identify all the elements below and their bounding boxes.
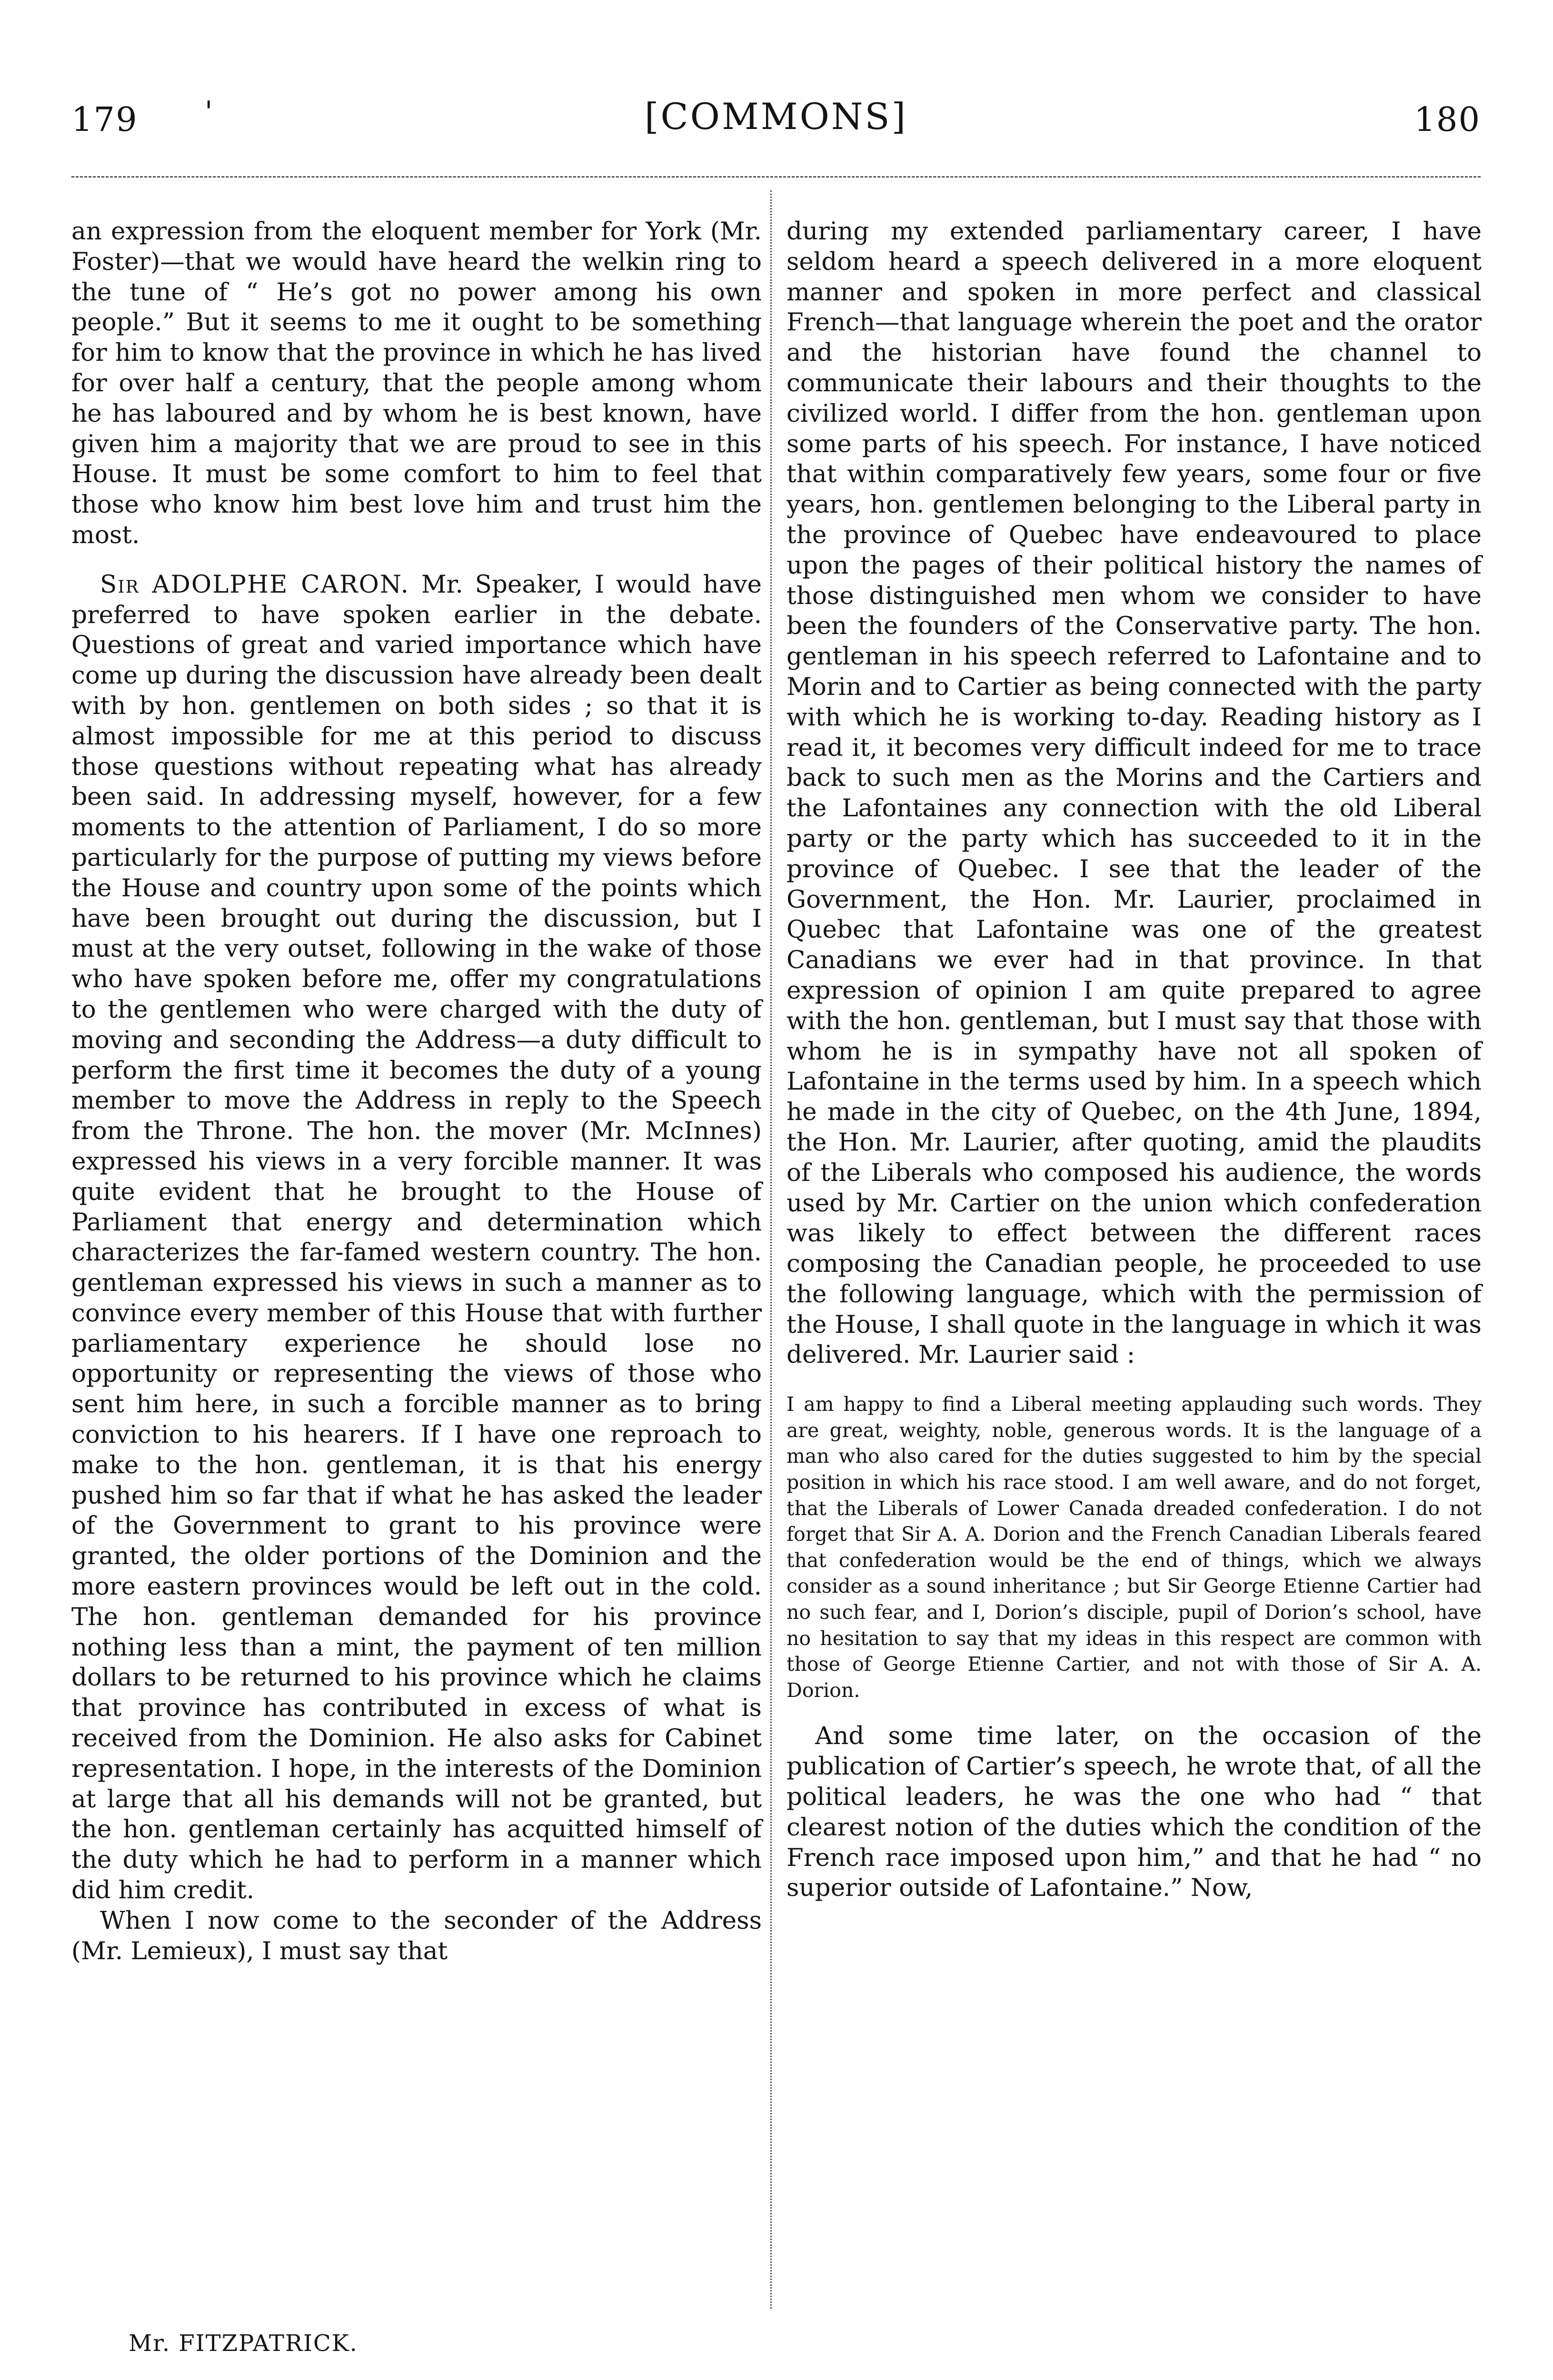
- header-mark: ': [205, 95, 213, 129]
- speaker-name: Sir ADOLPHE CARON.: [100, 570, 409, 599]
- column-divider: [770, 190, 772, 2309]
- header-divider: [71, 176, 1481, 178]
- block-quote: I am happy to find a Liberal meeting applauding such words. They are great, weighty, noble, generous words. It is the language of a man who also cared for the duties suggested to him by the special position in which his race stood. I am well aware, and do not forget, that the Liberals of Lower Canada dreaded confederation. I do not forget that Sir A. A. Dorion and the French Canadian Liberals feared that confederation would be the end of things, which we always consider as a sound inheritance ; but Sir George Etienne Cartier had no such fear, and I, Dorion’s disciple, pupil of Dorion’s school, have no hesitation to say that my ideas in this respect are common with those of George Etienne Cartier, and not with those of Sir A. A. Dorion.: [786, 1393, 1482, 1702]
- paragraph-text: Mr. Speaker, I would have preferred to have spoken earlier in the debate. Questions of great and varied importance which have come up during the discussion have already been dealt with by hon. gentlemen on both sides ; so that it is almost impossible for me at this period to discuss those questions without repeating what has already been said. In addressing myself, however, for a few moments to the attention of Parliament, I do so more particularly for the purpose of putting my views before the House and country upon some of the points which have been brought out during the discussion, but I must at the very outset, following in the wake of those who have spoken before me, offer my congratulations to the gentlemen who were charged with the duty of moving and seconding the Address—a duty difficult to perform the first time it becomes the duty of a young member to move the Address in reply to the Speech from the Throne. The hon. the mover (Mr. McInnes) expressed his views in a very forcible manner. It was quite evident that he brought to the House of Parliament that energy and determination which characterizes the far-famed western country. The hon. gentleman expressed his views in such a manner as to convince every member of this House that with further parliamentary experience he should lose no opportunity or representing the views of those who sent him here, in such a forcible manner as to bring conviction to his hearers. If I have one reproach to make to the hon. gentleman, it is that his energy pushed him so far that if what he has asked the leader of the Government to grant to his province were granted, the older portions of the Dominion and the more eastern provinces would be left out in the cold. The hon. gentleman demanded for his province nothing less than a mint, the payment of ten million dollars to be returned to his province which he claims that province has contributed in excess of what is received from the Dominion. He also asks for Cabinet representation. I hope, in the interests of the Dominion at large that all his demands will not be granted, but the hon. gentleman certainly has acquitted himself of the duty which he had to perform in a manner which did him credit.: [71, 570, 762, 1905]
- paragraph: And some time later, on the occasion of the publication of Cartier’s speech, he wrote that, of all the political leaders, he was the one who had “ that clearest notion of the duties which the condition of the French race imposed upon him,” and that he had “ no superior outside of Lafontaine.” Now,: [786, 1722, 1482, 1903]
- left-column: [71, 217, 762, 1966]
- page-number-left: 179: [71, 100, 138, 139]
- page-header: [71, 90, 1481, 148]
- paragraph: an expression from the eloquent member for York (Mr. Foster)—that we would have heard the welkin ring to the tune of “ He’s got no power among his own people.” But it seems to me it ought to be something for him to know that the province in which he has lived for over half a century, that the people among whom he has laboured and by whom he is best known, have given him a majority that we are proud to see in this House. It must be some comfort to him to feel that those who know him best love him and trust him the most.: [71, 217, 762, 549]
- right-column: [786, 217, 1482, 1904]
- page-number-right: 180: [1414, 100, 1481, 139]
- footer-speaker: Mr. FITZPATRICK.: [129, 2330, 358, 2357]
- speech-paragraph: [71, 570, 762, 1906]
- page-title: [COMMONS]: [644, 95, 908, 138]
- paragraph: When I now come to the seconder of the Address (Mr. Lemieux), I must say that: [71, 1906, 762, 1965]
- paragraph: during my extended parliamentary career, I have seldom heard a speech delivered in a more eloquent manner and spoken in more perfect and classical French—that language wherein the poet and the orator and the historian have found the channel to communicate their labours and their thoughts to the civilized world. I differ from the hon. gentleman upon some parts of his speech. For instance, I have noticed that within comparatively few years, some four or five years, hon. gentlemen belonging to the Liberal party in the province of Quebec have endeavoured to place upon the pages of their political history the names of those distinguished men whom we consider to have been the founders of the Conservative party. The hon. gentleman in his speech referred to Lafontaine and to Morin and to Cartier as being connected with the party with which he is working to-day. Reading history as I read it, it becomes very difficult indeed for me to trace back to such men as the Morins and the Cartiers and the Lafontaines any connection with the old Liberal party or the party which has succeeded to it in the province of Quebec. I see that the leader of the Government, the Hon. Mr. Laurier, proclaimed in Quebec that Lafontaine was one of the greatest Canadians we ever had in that province. In that expression of opinion I am quite prepared to agree with the hon. gentleman, but I must say that those with whom he is in sympathy have not all spoken of Lafontaine in the terms used by him. In a speech which he made in the city of Quebec, on the 4th June, 1894, the Hon. Mr. Laurier, after quoting, amid the plaudits of the Liberals who composed his audience, the words used by Mr. Cartier on the union which confederation was likely to effect between the different races composing the Canadian people, he proceeded to use the following language, which with the permission of the House, I shall quote in the language in which it was delivered. Mr. Laurier said :: [786, 217, 1482, 1369]
